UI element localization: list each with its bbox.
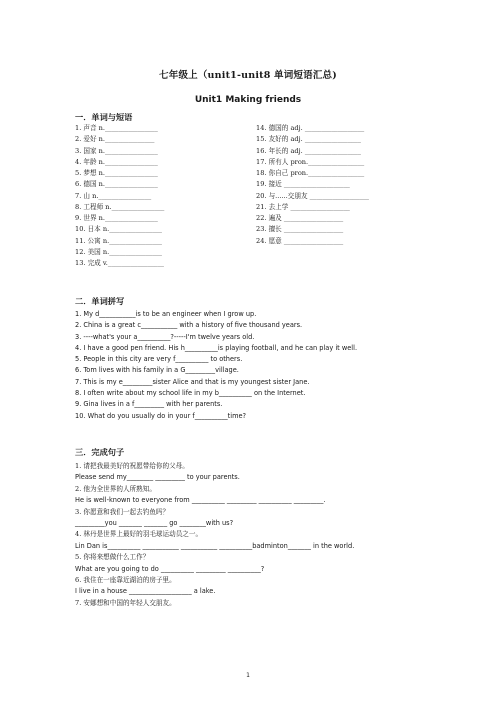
vocab-item: 4. 年龄 n.________________ — [75, 157, 158, 166]
sentence-prompt: 1. 请把我最美好的祝愿带给你的父母。 — [75, 462, 189, 470]
vocab-item: 24. 愿意 __________________ — [256, 236, 344, 245]
sentence-prompt: 4. 林丹是世界上最好的羽毛球运动员之一。 — [75, 530, 203, 539]
sentence-blank: I live in a house ___________________ a lake. — [75, 587, 216, 596]
vocab-item: 9. 世界 n.________________ — [75, 214, 158, 222]
vocab-item: 8. 工程师 n.________________ — [75, 202, 165, 211]
sentence-prompt: 7. 安娜想和中国的年轻人交朋友。 — [75, 598, 176, 607]
vocab-item: 17. 所有人 pron._________________ — [256, 157, 365, 166]
vocab-item: 7. 山 n.________________ — [75, 191, 152, 200]
page-number: 1 — [246, 672, 250, 679]
vocab-left-list — [75, 124, 164, 270]
spelling-item: 9. Gina lives in a f_________ with her parents. — [75, 400, 223, 409]
vocab-item: 19. 接近 ____________________ — [256, 180, 350, 189]
vocab-item: 3. 国家 n.________________ — [75, 146, 158, 155]
vocab-item: 5. 梦想 n.________________ — [75, 169, 158, 177]
sentence-prompt: 3. 你愿意和我们一起去钓鱼吗？ — [75, 507, 170, 516]
sentence-blank: _________you _______ _______ go ________with us? — [75, 518, 234, 527]
vocab-item: 12. 美国 n.________________ — [75, 247, 162, 256]
vocab-item: 2. 爱好 n._______________ — [75, 135, 155, 144]
spelling-list — [75, 310, 357, 423]
sentence-list — [75, 462, 354, 610]
spelling-item: 3. ----what's your a__________?-----I'm twelve years old. — [75, 332, 255, 341]
document-title: 七年级上（unit1-unit8 单词短语汇总) — [159, 70, 337, 81]
vocab-item: 15. 友好的 adj. _________________ — [256, 135, 361, 144]
unit-heading: Unit1 Making friends — [194, 95, 302, 105]
spelling-item: 7. This is my e_________sister Alice and that is my youngest sister Jane. — [75, 377, 310, 386]
sentence-blank: Please send my________ _________ to your parents. — [75, 473, 240, 482]
spelling-item: 10. What do you usually do in your f__________time? — [75, 411, 247, 420]
spelling-item: 8. I often write about my school life in my b__________ on the Internet. — [75, 389, 306, 398]
sentence-prompt: 5. 你将来想做什么工作？ — [75, 553, 150, 562]
sentence-prompt: 6. 我住在一座靠近湖泊的房子里。 — [75, 575, 176, 584]
sentence-blank: Lin Dan is__________ ___________ ___________ __________badminton_______ in the world. — [75, 541, 355, 550]
spelling-item: 1. My d___________is to be an engineer when I grow up. — [75, 310, 257, 318]
sentence-prompt: 2. 他为全世界的人所熟知。 — [75, 484, 156, 493]
sentence-blank: He is well-known to everyone from __________ _________ __________ _________. — [75, 496, 326, 505]
spelling-item: 6. Tom lives with his family in a G_________village. — [75, 366, 239, 375]
vocab-item: 18. 你自己 pron._________________ — [256, 169, 365, 177]
vocab-item: 23. 擅长 __________________ — [256, 225, 344, 234]
vocab-item: 16. 年长的 adj. _________________ — [256, 146, 361, 155]
vocab-item: 21. 去上学 __________________ — [256, 202, 350, 211]
vocab-item: 14. 德国的 adj. __________________ — [256, 124, 365, 132]
vocab-item: 20. 与......交朋友 __________________ — [256, 191, 369, 200]
section1-heading: 一．单词与短语 — [75, 112, 133, 122]
vocab-item: 6. 德国 n.________________ — [75, 180, 158, 189]
spelling-item: 2. China is a great c___________ with a history of five thousand years. — [75, 321, 303, 330]
vocab-item: 11. 公寓 n.________________ — [75, 236, 162, 245]
section3-heading: 三．完成句子 — [75, 447, 125, 457]
spelling-item: 5. People in this city are very f__________ to others. — [75, 355, 243, 364]
vocab-right-list — [256, 124, 369, 248]
spelling-item: 4. I have a good pen friend. His h__________is playing football, and he can play it well. — [75, 343, 358, 352]
vocab-item: 1. 声音 n.________________ — [75, 124, 158, 132]
vocab-item: 10. 日本 n.________________ — [75, 225, 162, 234]
section2-heading: 二．单词拼写 — [75, 296, 125, 306]
vocab-item: 13. 完成 v._________________ — [75, 259, 164, 267]
vocab-item: 22. 遍及 __________________ — [256, 214, 344, 222]
sentence-blank: What are you going to do __________ _________ __________? — [75, 564, 265, 573]
